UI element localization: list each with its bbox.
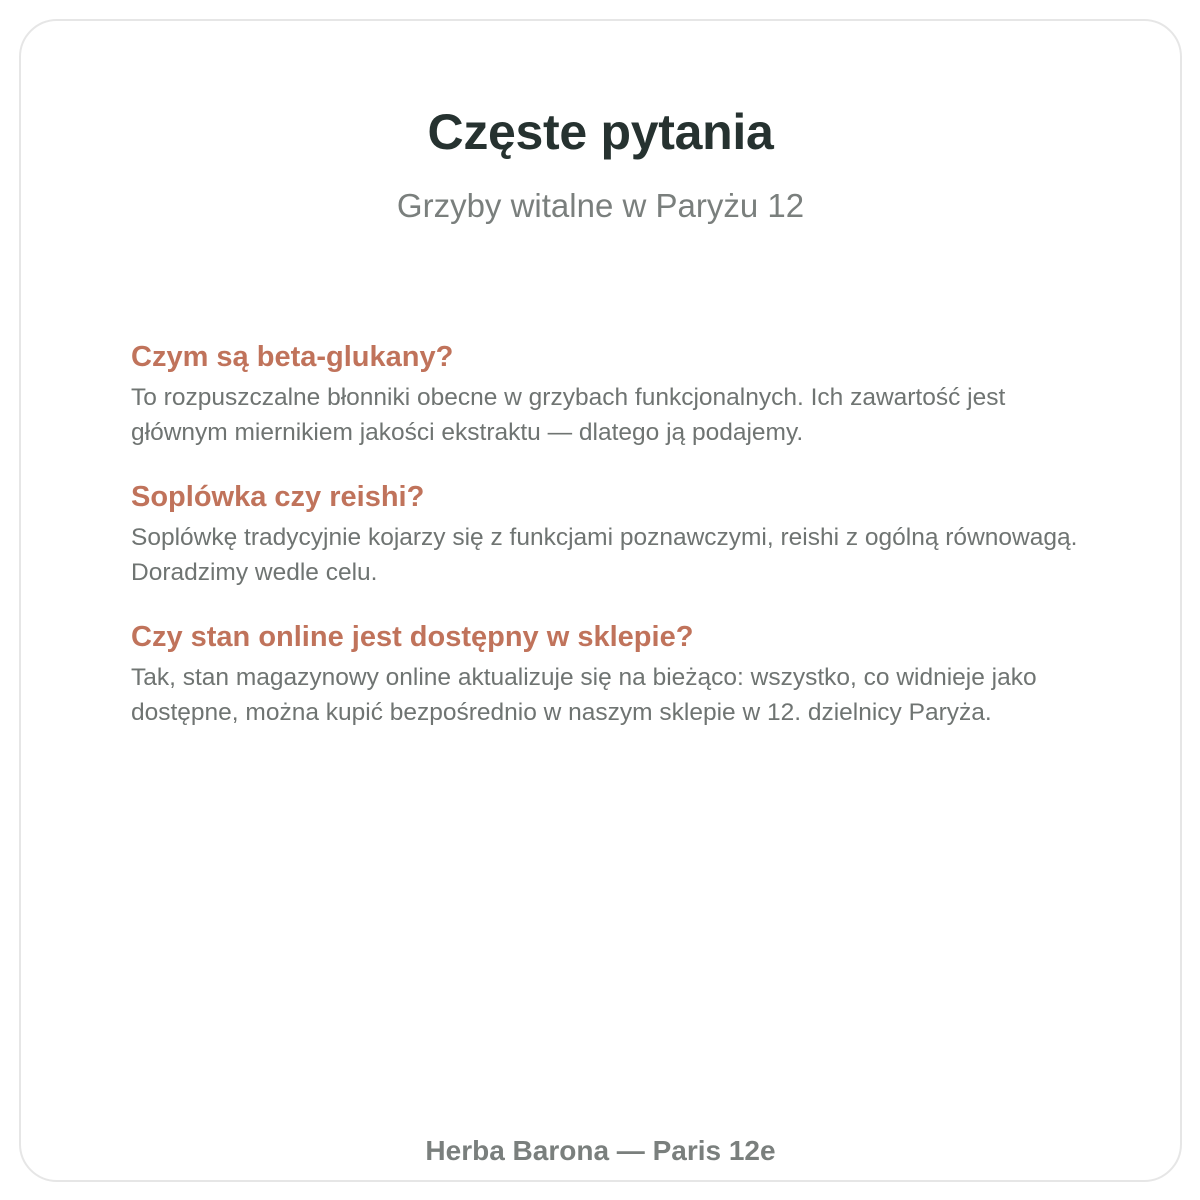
page-title: Częste pytania — [427, 104, 774, 160]
faq-card — [19, 19, 1182, 1182]
page-subtitle: Grzyby witalne w Paryżu 12 — [396, 187, 805, 224]
faq-item — [131, 338, 1091, 450]
faq-item — [131, 618, 1091, 730]
faq-question: Czym są beta-glukany? — [131, 341, 454, 373]
faq-answer: Tak, stan magazynowy online aktualizuje się na bieżąco: wszystko, co widnieje jako dostępne, można kupić bezpośrednio w naszym sklepie w 12. dzielnicy Paryża. — [131, 664, 1037, 726]
faq-question: Soplówka czy reishi? — [131, 481, 425, 513]
faq-question: Czy stan online jest dostępny w sklepie? — [131, 621, 694, 653]
faq-answer: To rozpuszczalne błonniki obecne w grzybach funkcjonalnych. Ich zawartość jest głównym miernikiem jakości ekstraktu — dlatego ją podajemy. — [131, 384, 1006, 446]
footer-brand: Herba Barona — Paris 12e — [425, 1135, 776, 1166]
faq-list — [131, 338, 1091, 758]
faq-answer: Soplówkę tradycyjnie kojarzy się z funkcjami poznawczymi, reishi z ogólną równowagą. Doradzimy wedle celu. — [131, 524, 1078, 586]
faq-item — [131, 478, 1091, 590]
